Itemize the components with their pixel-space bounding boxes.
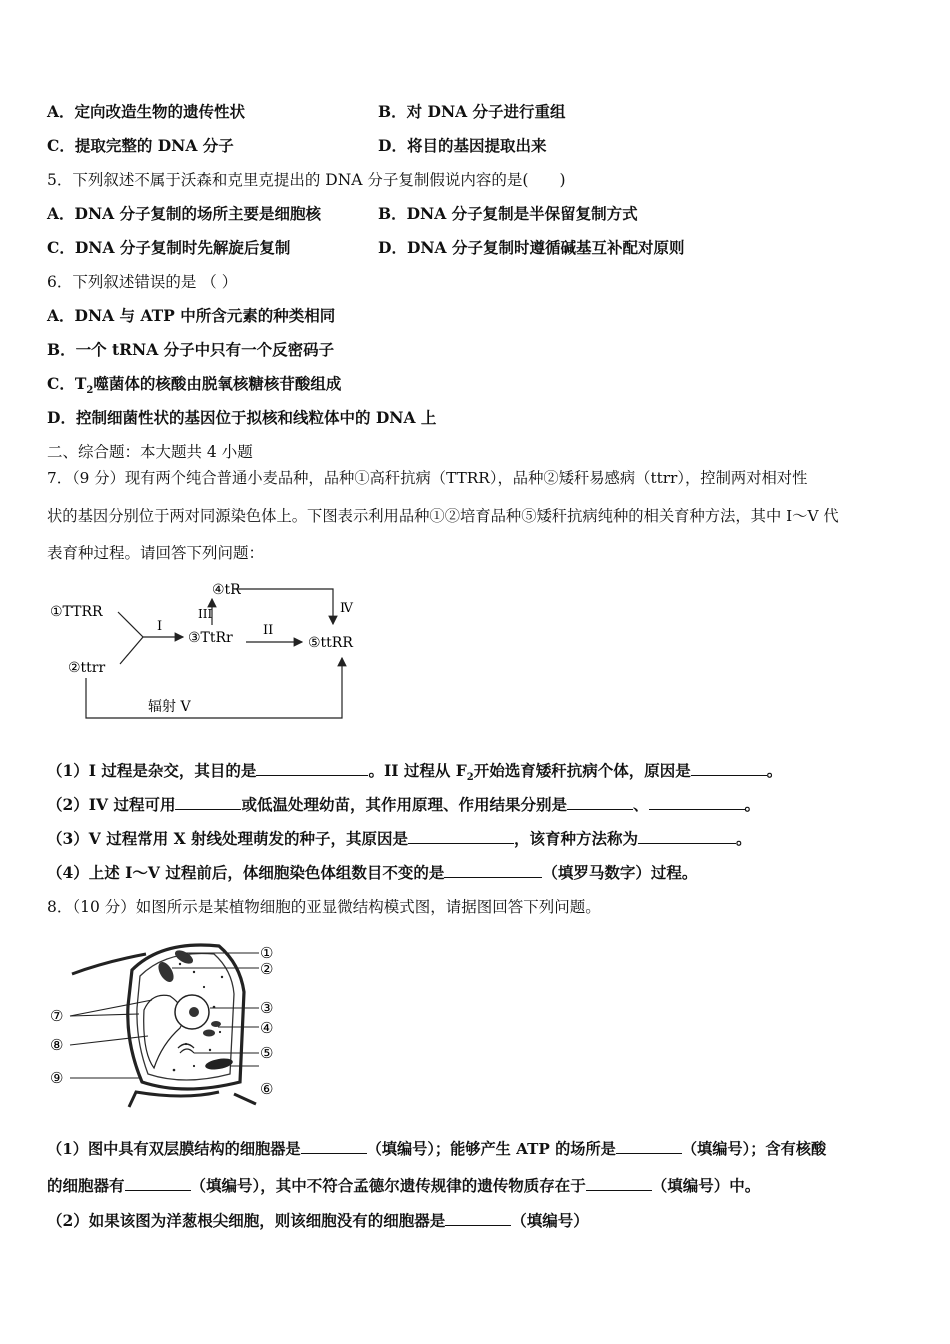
node-2-ttrr: ②ttrr [68,660,106,676]
q4-option-d: D．将目的基因提取出来 [378,136,547,155]
q7-s1-subscript: 2 [466,772,474,784]
label-6: ⑥ [260,1080,274,1098]
arrow-process-5 [86,658,342,718]
answer-blank[interactable] [301,1138,367,1154]
node-1-ttrr: ①TTRR [50,604,103,620]
q7-s2-text-c: 、 [632,795,649,814]
q7-s3-text-b: ，该育种方法称为 [514,829,639,848]
neighbor-cell-wall [72,954,146,974]
section-heading: 二、综合题：本大题共 4 小题 [47,443,253,461]
q4-option-c: C．提取完整的 DNA 分子 [47,136,234,155]
q8-s1-text-d: 的细胞器有 [47,1176,125,1195]
q7-subquestion-2 [47,794,760,815]
node-4-tr: ④tR [212,582,241,598]
q7-s2-text-b: 或低温处理幼苗，其作用原理、作用结果分别是 [241,795,567,814]
q6-option-c-text: 噬菌体的核酸由脱氧核糖核苷酸组成 [93,374,342,393]
q7-s2-text-d: 。 [744,795,761,814]
q4-option-b: B．对 DNA 分子进行重组 [378,102,566,121]
q5-option-d: D．DNA 分子复制时遵循碱基互补配对原则 [378,238,685,257]
hybrid-join-lines [118,612,143,664]
answer-blank[interactable] [408,828,514,844]
chloroplast [204,1057,233,1072]
nucleolus [189,1007,199,1017]
q5-option-b: B．DNA 分子复制是半保留复制方式 [378,204,638,223]
label-9: ⑨ [50,1069,64,1087]
q5-option-a: A．DNA 分子复制的场所主要是细胞核 [47,204,322,223]
mitochondrion [203,1030,215,1037]
answer-blank[interactable] [444,862,542,878]
q5-option-c: C．DNA 分子复制时先解旋后复制 [47,238,291,257]
q6-option-d: D．控制细菌性状的基因位于拟核和线粒体中的 DNA 上 [47,408,437,427]
q8-s1-text-f: （填编号）中。 [651,1176,761,1195]
q8-s1-text-c: （填编号）；含有核酸 [681,1140,827,1158]
answer-blank[interactable] [125,1175,191,1191]
golgi-apparatus [178,1044,194,1053]
answer-blank[interactable] [586,1175,652,1191]
label-4: ④ [260,1019,274,1037]
q7-stem-line1: 7．（9 分）现有两个纯合普通小麦品种，品种①高秆抗病（TTRR），品种②矮秆易感病（ttrr），控制两对相对性 [47,469,808,487]
neighbor-cell-wall [129,1092,219,1107]
q8-s1-text-b: （填编号）；能够产生 ATP 的场所是 [366,1140,616,1158]
label-process-5: 辐射 V [148,699,191,715]
q7-s4-text-a: （4）上述 I～V 过程前后，体细胞染色体组数目不变的是 [47,863,445,882]
label-process-2: II [263,623,274,638]
answer-blank[interactable] [638,828,736,844]
label-process-4: Ⅳ [340,601,353,616]
label-5: ⑤ [260,1044,274,1062]
q7-stem-line3: 表育种过程。请回答下列问题： [47,544,265,562]
q4-option-a: A．定向改造生物的遗传性状 [47,102,246,121]
q7-s1-text-b: 。II 过程从 F [368,761,467,780]
q6-option-b: B．一个 tRNA 分子中只有一个反密码子 [47,340,335,359]
answer-blank[interactable] [175,794,241,810]
q8-subquestion-1-line1 [47,1138,826,1159]
q7-subquestion-3 [47,828,752,849]
q7-s2-text-a: （2）IV 过程可用 [47,795,176,814]
answer-blank[interactable] [616,1138,682,1154]
breeding-diagram [40,572,380,732]
answer-blank[interactable] [256,760,368,776]
label-process-1: I [157,619,163,634]
q6-option-c-subscript: 2 [86,385,94,397]
q8-s1-text-a: （1）图中具有双层膜结构的细胞器是 [47,1140,301,1158]
q8-s2-text-a: （2）如果该图为洋葱根尖细胞，则该细胞没有的细胞器是 [47,1211,446,1230]
label-1: ① [260,944,274,962]
node-3-ttrr: ③TtRr [188,630,233,646]
q7-stem-line2: 状的基因分别位于两对同源染色体上。下图表示利用品种①②培育品种⑤矮秆抗病纯种的相关育种方法，其中 I～V 代 [47,507,839,525]
plant-cell-diagram [44,932,294,1112]
arrow-process-4 [234,589,333,624]
q8-subquestion-2 [47,1210,589,1231]
q7-s3-text-c: 。 [736,829,752,848]
q8-s2-text-b: （填编号） [511,1211,589,1230]
answer-blank[interactable] [445,1210,511,1226]
label-3: ③ [260,999,274,1017]
q8-stem: 8．（10 分）如图所示是某植物细胞的亚显微结构模式图，请据图回答下列问题。 [47,898,601,916]
node-5-ttrr: ⑤ttRR [308,635,353,651]
mitochondrion [211,1021,221,1027]
answer-blank[interactable] [691,760,767,776]
neighbor-cell-wall [234,1094,256,1104]
label-process-3: III [198,607,213,621]
q6-option-c-prefix: C．T [47,374,87,393]
q7-s1-text-d: 。 [766,761,783,780]
q7-s4-text-b: （填罗马数字）过程。 [542,863,698,882]
q8-subquestion-1-line2 [47,1175,760,1196]
q7-s1-text-c: 开始选育矮秆抗病个体，原因是 [473,761,691,780]
q6-option-a: A．DNA 与 ATP 中所含元素的种类相同 [47,306,336,325]
chloroplast [173,948,195,967]
q7-subquestion-4 [47,862,697,883]
answer-blank[interactable] [649,794,745,810]
q5-stem: 5．下列叙述不属于沃森和克里克提出的 DNA 分子复制假说内容的是( ) [47,171,566,189]
answer-blank[interactable] [567,794,633,810]
q7-s1-text-a: （1）I 过程是杂交，其目的是 [47,761,257,780]
label-8: ⑧ [50,1036,64,1054]
label-2: ② [260,960,274,978]
q6-option-c [47,374,341,401]
label-7: ⑦ [50,1007,64,1025]
q7-s3-text-a: （3）V 过程常用 X 射线处理萌发的种子，其原因是 [47,829,409,848]
q7-subquestion-1 [47,760,782,788]
q8-s1-text-e: （填编号），其中不符合孟德尔遗传规律的遗传物质存在于 [190,1176,586,1195]
q6-stem: 6．下列叙述错误的是 （ ） [47,273,238,291]
